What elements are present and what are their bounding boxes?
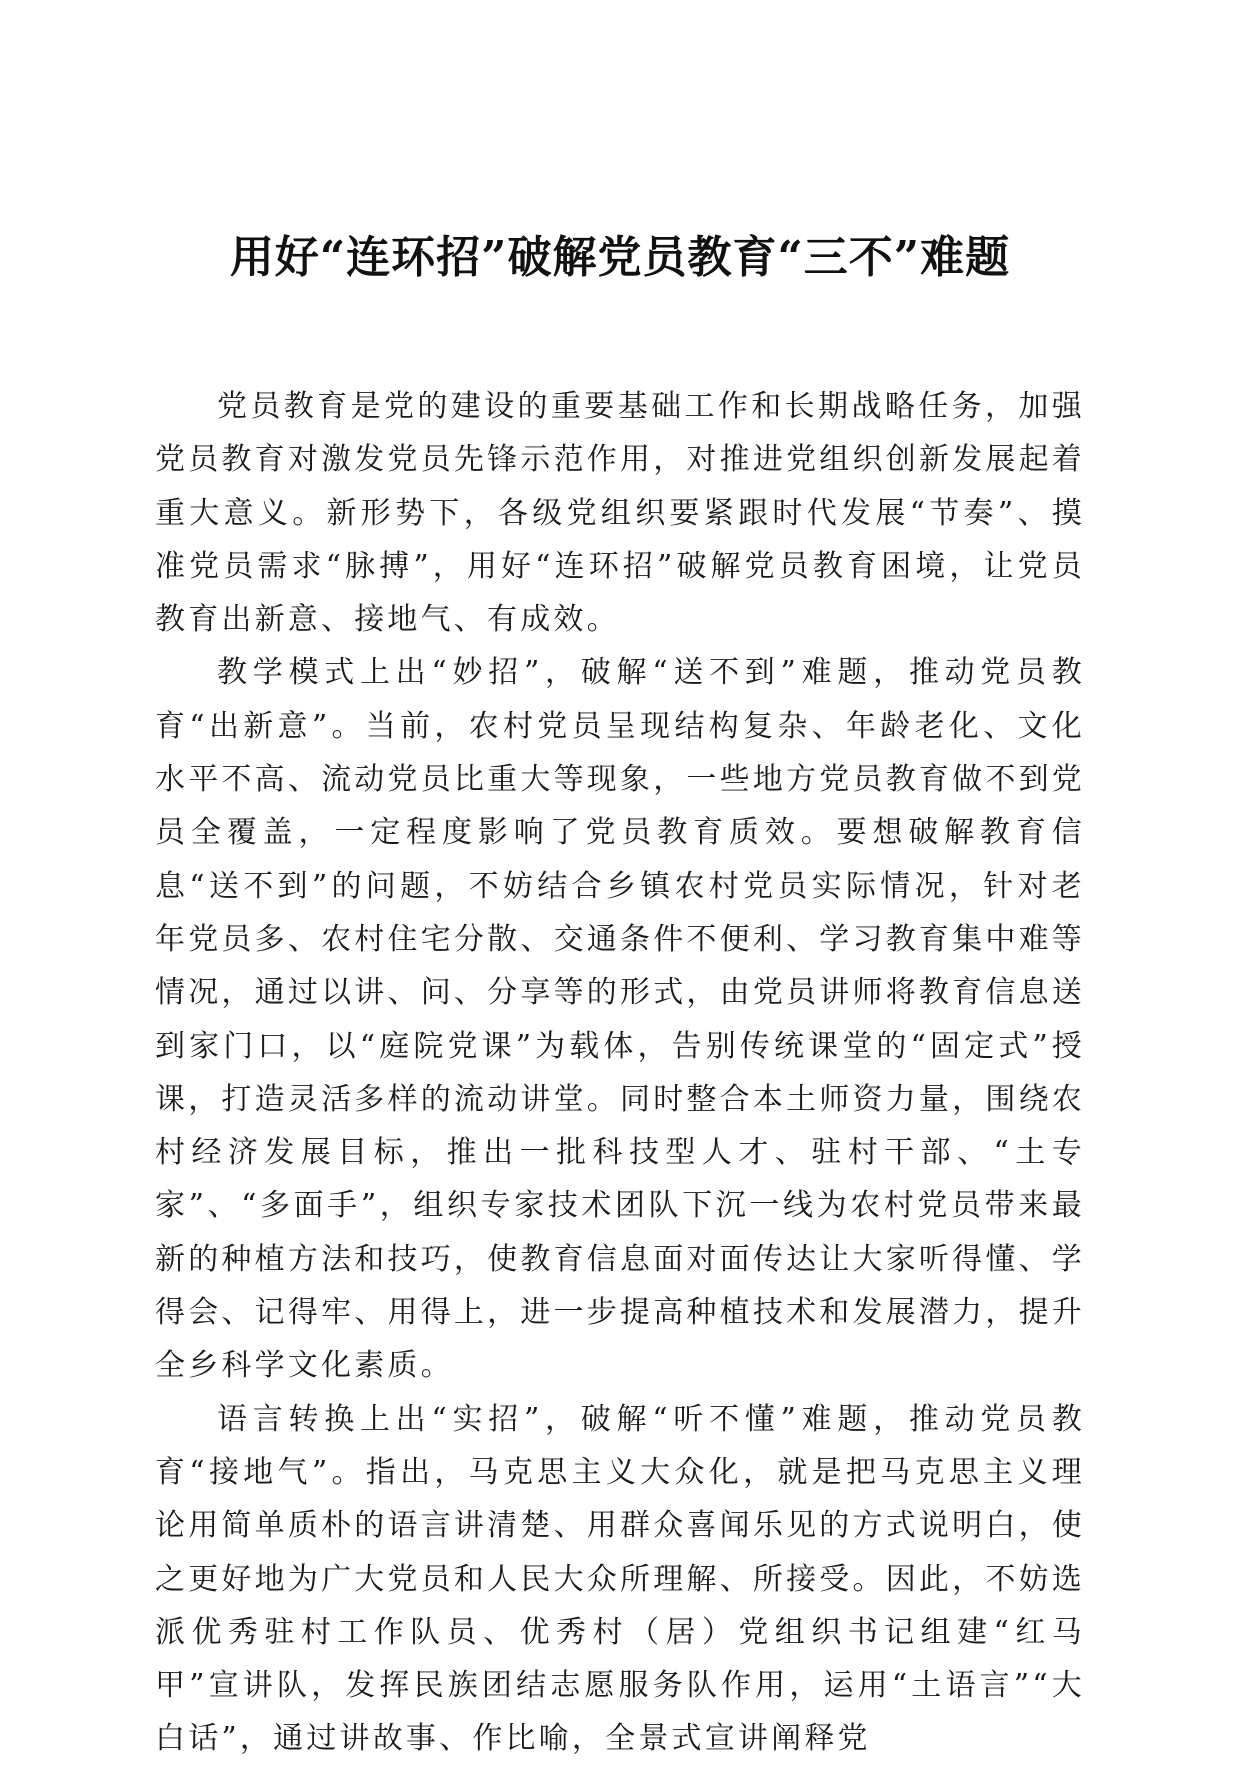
paragraph-language-conversion: 语言转换上出“实招”，破解“听不懂”难题，推动党员教育“接地气”。指出，马克思主义大众化，就是把马克思主义理论用简单质朴的语言讲清楚、用群众喜闻乐见的方式说明白，使之更好地为广大党员和人民大众所理解、所接受。因此，不妨选派优秀驻村工作队员、优秀村（居）党组织书记组建“红马甲”宣讲队，发挥民族团结志愿服务队作用，运用“土语言”“大白话”，通过讲故事、作比喻，全景式宣讲阐释党 [155, 1401, 1085, 1757]
paragraph-teaching-mode: 教学模式上出“妙招”，破解“送不到”难题，推动党员教育“出新意”。当前，农村党员呈现结构复杂、年龄老化、文化水平不高、流动党员比重大等现象，一些地方党员教育做不到党员全覆盖，一定程度影响了党员教育质效。要想破解教育信息“送不到”的问题，不妨结合乡镇农村党员实际情况，针对老年党员多、农村住宅分散、交通条件不便利、学习教育集中难等情况，通过以讲、问、分享等的形式，由党员讲师将教育信息送到家门口，以“庭院党课”为载体，告别传统课堂的“固定式”授课，打造灵活多样的流动讲堂。同时整合本土师资力量，围绕农村经济发展目标，推出一批科技型人才、驻村干部、“土专家”、“多面手”，组织专家技术团队下沉一线为农村党员带来最新的种植方法和技巧，使教育信息面对面传达让大家听得懂、学得会、记得牢、用得上，进一步提高种植技术和发展潜力，提升全乡科学文化素质。 [155, 655, 1085, 1384]
document-body [155, 380, 1085, 1766]
document-title: 用好“连环招”破解党员教育“三不”难题 [229, 232, 1011, 283]
paragraph-intro: 党员教育是党的建设的重要基础工作和长期战略任务，加强党员教育对激发党员先锋示范作用，对推进党组织创新发展起着重大意义。新形势下，各级党组织要紧跟时代发展“节奏”、摸准党员需求“脉搏”，用好“连环招”破解党员教育困境，让党员教育出新意、接地气、有成效。 [155, 389, 1085, 638]
